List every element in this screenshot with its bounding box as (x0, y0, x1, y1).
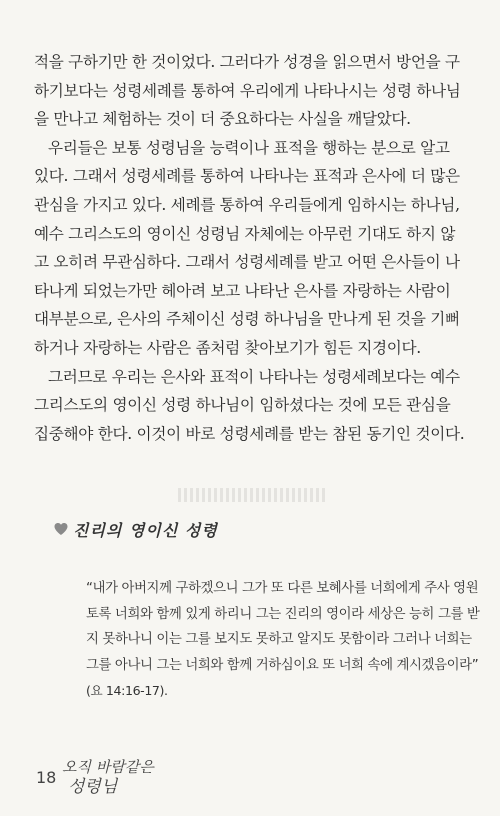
quote-line: 그를 아나니 그는 너희와 함께 거하심이요 또 너희 속에 계시겠음이라” (86, 657, 479, 673)
body-line: 관심을 가지고 있다. 세례를 통하여 우리들에게 임하시는 하나님, (34, 195, 460, 214)
book-title-logo (60, 754, 154, 798)
body-line: 적을 구하기만 한 것이었다. 그러다가 성경을 읽으면서 방언을 구 (34, 53, 460, 71)
section-heading-text: 진리의 영이신 성령 (73, 520, 218, 540)
quote-citation: (요 14:16-17). (86, 683, 168, 699)
body-line: 하거나 자랑하는 사람은 좀처럼 찾아보기가 힘든 지경이다. (34, 338, 421, 357)
page-number: 18 (36, 768, 57, 787)
body-line: 대부분으로, 은사의 주체이신 성령 하나님을 만나게 된 것을 기뻐 (34, 310, 460, 329)
body-line: 고 오히려 무관심하다. 그래서 성령세례를 받고 어떤 은사들이 나 (34, 253, 460, 272)
body-line: 을 만나고 체험하는 것이 더 중요하다는 사실을 깨달았다. (34, 110, 411, 129)
body-text (34, 48, 464, 448)
quote-line: 토록 너희와 함께 있게 하리니 그는 진리의 영이라 세상은 능히 그를 받 (86, 606, 480, 622)
body-line: 집중해야 한다. 이것이 바로 성령세례를 받는 참된 동기인 것이다. (34, 424, 465, 443)
body-line: 우리들은 보통 성령님을 능력이나 표적을 행하는 분으로 알고 (48, 138, 450, 157)
body-line: 있다. 그래서 성령세례를 통하여 나타나는 표적과 은사에 더 많은 (34, 167, 460, 186)
body-line: 타나게 되었는가만 헤아려 보고 나타난 은사를 자랑하는 사람이 (34, 281, 451, 300)
body-line: 그리스도의 영이신 성령 하나님이 임하셨다는 것에 모든 관심을 (34, 396, 451, 415)
logo-line-1: 오직 바람같은 (62, 758, 154, 776)
logo-line-2: 성령님 (68, 777, 118, 797)
section-heading (53, 516, 218, 542)
quote-line: “내가 아버지께 구하겠으니 그가 또 다른 보혜사를 너희에게 주사 영원 (86, 581, 479, 596)
body-line: 예수 그리스도의 영이신 성령님 자체에는 아무런 기대도 하지 않 (34, 224, 456, 243)
heart-icon (53, 521, 69, 537)
body-line: 하기보다는 성령세례를 통하여 우리에게 나타나시는 성령 하나님 (34, 81, 461, 100)
bleed-through-mark (178, 488, 328, 502)
scripture-quote (86, 576, 480, 704)
quote-line: 지 못하나니 이는 그를 보지도 못하고 알지도 못함이라 그러나 너희는 (86, 632, 472, 648)
body-line: 그러므로 우리는 은사와 표적이 나타나는 성령세례보다는 예수 (48, 367, 460, 386)
